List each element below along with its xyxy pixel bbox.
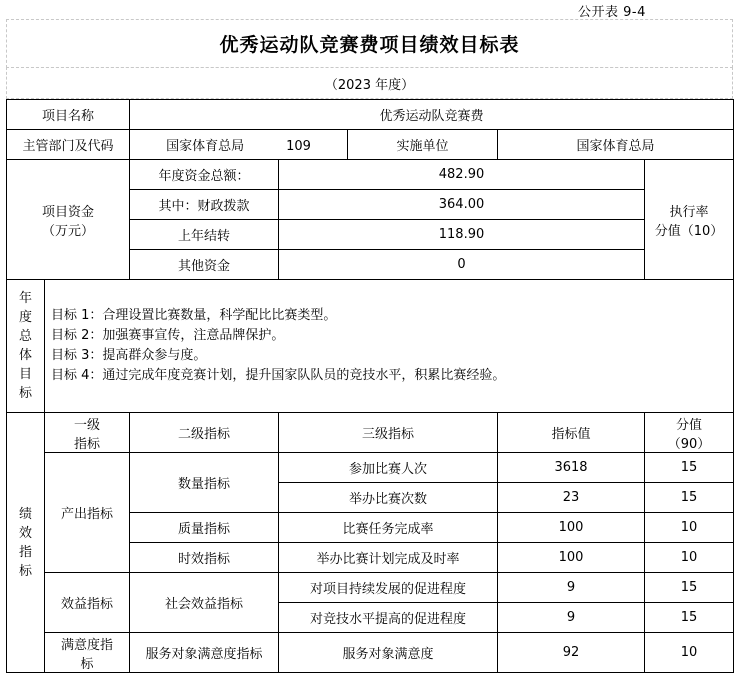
indicator-name: 对项目持续发展的促进程度 xyxy=(279,573,498,603)
funds-row-label: 年度资金总额： xyxy=(130,160,279,190)
indicator-name: 举办比赛计划完成及时率 xyxy=(279,543,498,573)
indicators-section-label xyxy=(7,413,45,673)
group-satisfaction xyxy=(45,633,130,673)
funds-label-line2: （万元） xyxy=(42,223,95,239)
goals-label-char: 体 xyxy=(18,348,32,363)
header-level1-line2: 指标 xyxy=(74,436,101,452)
indicator-row xyxy=(7,633,734,673)
indicator-score: 15 xyxy=(645,573,734,603)
funds-row-value: 364.00 xyxy=(279,190,645,220)
level2-social: 社会效益指标 xyxy=(130,573,279,633)
indicator-value: 3618 xyxy=(498,453,645,483)
header-level2: 二级指标 xyxy=(130,413,279,453)
form-tag: 公开表 9-4 xyxy=(578,5,646,20)
group-benefit: 效益指标 xyxy=(45,573,130,633)
project-name-row xyxy=(7,100,734,130)
level2-timeliness: 时效指标 xyxy=(130,543,279,573)
section-label-char: 指 xyxy=(18,544,32,560)
dept-code: 109 xyxy=(286,139,311,154)
header-value: 指标值 xyxy=(498,413,645,453)
indicator-score: 10 xyxy=(645,513,734,543)
goals-row xyxy=(7,280,734,413)
funds-row-label: 其他资金 xyxy=(130,250,279,280)
header-score xyxy=(645,413,734,453)
indicator-value: 100 xyxy=(498,543,645,573)
project-name-value: 优秀运动队竞赛费 xyxy=(130,100,734,130)
funds-row-label: 上年结转 xyxy=(130,220,279,250)
project-name-label: 项目名称 xyxy=(7,100,130,130)
indicator-score: 15 xyxy=(645,453,734,483)
department-row xyxy=(7,130,734,160)
goals-label-char: 标 xyxy=(18,386,32,401)
indicator-score: 10 xyxy=(645,543,734,573)
impl-value: 国家体育总局 xyxy=(498,130,734,160)
goal-item: 目标 4：通过完成年度竞赛计划，提升国家队队员的竞技水平，积累比赛经验。 xyxy=(51,368,506,383)
funds-label xyxy=(7,160,130,280)
funds-row-value: 118.90 xyxy=(279,220,645,250)
section-label-char: 标 xyxy=(18,563,32,579)
indicator-name: 比赛任务完成率 xyxy=(279,513,498,543)
indicator-name: 举办比赛次数 xyxy=(279,483,498,513)
indicator-header-row xyxy=(7,413,734,453)
dept-label: 主管部门及代码 xyxy=(7,130,130,160)
level2-quality: 质量指标 xyxy=(130,513,279,543)
dept-cell xyxy=(130,130,348,160)
indicator-value: 9 xyxy=(498,573,645,603)
indicator-score: 15 xyxy=(645,483,734,513)
performance-table xyxy=(6,99,734,673)
section-label-char: 绩 xyxy=(18,506,32,522)
indicator-row xyxy=(7,573,734,603)
goals-content xyxy=(45,280,734,413)
indicator-name: 对竞技水平提高的促进程度 xyxy=(279,603,498,633)
goals-label-char: 总 xyxy=(18,329,32,344)
indicator-name: 参加比赛人次 xyxy=(279,453,498,483)
funds-row-value: 482.90 xyxy=(279,160,645,190)
goals-label xyxy=(7,280,45,413)
funds-row xyxy=(7,160,734,190)
group-satisfaction-line2: 标 xyxy=(80,656,94,672)
goal-item: 目标 1：合理设置比赛数量，科学配比比赛类型。 xyxy=(51,308,337,323)
header-level3: 三级指标 xyxy=(279,413,498,453)
indicator-value: 9 xyxy=(498,603,645,633)
indicator-value: 23 xyxy=(498,483,645,513)
level2-service: 服务对象满意度指标 xyxy=(130,633,279,673)
funds-row-label: 其中：财政拨款 xyxy=(130,190,279,220)
group-satisfaction-line1: 满意度指 xyxy=(61,637,114,653)
goal-item: 目标 3：提高群众参与度。 xyxy=(51,348,207,363)
goals-label-char: 度 xyxy=(18,310,32,325)
exec-rate-line1: 执行率 xyxy=(669,204,709,220)
impl-label: 实施单位 xyxy=(348,130,498,160)
goal-item: 目标 2：加强赛事宣传，注意品牌保护。 xyxy=(51,328,285,343)
indicator-score: 10 xyxy=(645,633,734,673)
indicator-value: 92 xyxy=(498,633,645,673)
header-level1-line1: 一级 xyxy=(74,417,101,433)
section-label-char: 效 xyxy=(18,525,32,541)
funds-label-line1: 项目资金 xyxy=(42,204,95,220)
indicator-value: 100 xyxy=(498,513,645,543)
indicator-name: 服务对象满意度 xyxy=(279,633,498,673)
dept-value: 国家体育总局 xyxy=(166,139,245,154)
goals-label-char: 年 xyxy=(18,291,32,306)
indicator-row xyxy=(7,453,734,483)
header-score-line1: 分值 xyxy=(676,417,703,433)
group-output: 产出指标 xyxy=(45,453,130,573)
page-title: 优秀运动队竞赛费项目绩效目标表 xyxy=(6,19,733,68)
header-score-line2: （90） xyxy=(667,436,711,452)
year-line: （2023 年度） xyxy=(6,67,733,99)
header-level1 xyxy=(45,413,130,453)
level2-quantity: 数量指标 xyxy=(130,453,279,513)
funds-row-value: 0 xyxy=(279,250,645,280)
exec-rate-line2: 分值（10） xyxy=(654,223,724,239)
indicator-score: 15 xyxy=(645,603,734,633)
exec-rate-label xyxy=(645,160,734,280)
goals-label-char: 目 xyxy=(18,367,32,382)
